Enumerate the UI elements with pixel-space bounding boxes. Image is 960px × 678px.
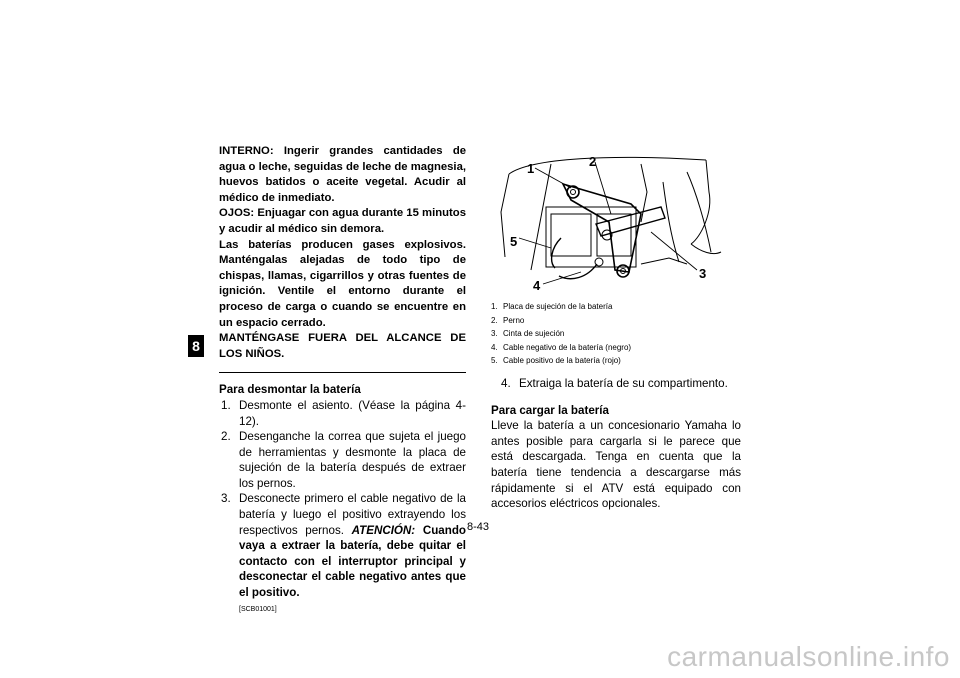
warning-paragraph: Las baterías producen gases explosivos. Manténgalas alejadas de todo tipo de chispas, llamas, cigarrillos y otras fuentes de ignición. Ventile el entorno durante el proceso de carga o cuando se encuentre en un espacio cerrado. <box>219 238 466 329</box>
warning-paragraph: MANTÉNGASE FUERA DEL ALCANCE DE LOS NIÑOS. <box>219 332 466 360</box>
chapter-tab: 8 <box>188 335 204 357</box>
charge-battery-heading: Para cargar la batería <box>491 403 609 417</box>
left-column <box>219 144 466 613</box>
legend-text: Placa de sujeción de la batería <box>503 302 613 311</box>
warning-text <box>219 144 466 362</box>
legend-item <box>491 354 741 368</box>
legend-text: Cable positivo de la batería (rojo) <box>503 356 621 366</box>
step-text: Desconecte primero el cable negativo de la batería y luego el positivo extrayendo los respectivos pernos. <box>239 492 466 537</box>
callout-3: 3 <box>699 266 707 281</box>
reference-code: [SCB01001] <box>239 605 277 613</box>
figure-legend <box>491 300 741 368</box>
legend-text: Cable negativo de la batería (negro) <box>503 342 632 352</box>
legend-number: 2. <box>491 315 498 325</box>
callout-5: 5 <box>510 234 518 249</box>
caution-text: Cuando vaya a extraer la batería, debe quitar el contacto con el interruptor principal y desconectar el cable negativo antes que el positivo. <box>239 523 466 600</box>
remove-steps-list <box>219 398 466 601</box>
legend-item <box>491 314 741 328</box>
warning-paragraph: OJOS: Enjuagar con agua durante 15 minutos y acudir al médico sin demora. <box>219 207 466 235</box>
section-divider <box>219 372 466 373</box>
watermark: carmanualsonline.info <box>667 641 950 672</box>
legend-text: Perno <box>503 315 525 325</box>
callout-1: 1 <box>527 161 535 176</box>
legend-number: 1. <box>491 302 498 311</box>
caution-label: ATENCIÓN: <box>351 523 416 537</box>
legend-number: 5. <box>491 356 498 366</box>
step-item <box>219 429 466 491</box>
step-item <box>491 376 741 392</box>
legend-item <box>491 341 741 355</box>
legend-item <box>491 327 741 341</box>
legend-number: 3. <box>491 329 498 339</box>
step-number: 3. <box>221 492 231 506</box>
right-column <box>491 152 741 512</box>
callout-2: 2 <box>589 154 597 169</box>
step-text: Desmonte el asiento. (Véase la página 4-12). <box>239 398 466 428</box>
page-number: 8-43 <box>467 521 490 533</box>
step-item <box>219 491 466 600</box>
callout-4: 4 <box>533 278 541 292</box>
legend-number: 4. <box>491 342 498 352</box>
step-number: 1. <box>221 398 231 412</box>
step-text-group <box>239 491 466 600</box>
legend-text: Cinta de sujeción <box>503 329 565 339</box>
step-number: 4. <box>501 376 511 390</box>
warning-paragraph: INTERNO: Ingerir grandes cantidades de agua o leche, seguidas de leche de magnesia, huevos batidos o aceite vegetal. Acudir al médico de inmediato. <box>219 145 466 204</box>
charge-battery-text: Lleve la batería a un concesionario Yamaha lo antes posible para cargarla si le parece que está descargada. Tenga en cuenta que la batería tiene tendencia a descargarse más rápidamente si el ATV está equipado con accesorios eléctricos opcionales. <box>491 419 741 511</box>
remove-battery-heading: Para desmontar la batería <box>219 383 361 397</box>
step-item <box>219 398 466 429</box>
step-text: Desenganche la correa que sujeta el juego de herramientas y desmonte la placa de sujeción de la batería después de extraer los pernos. <box>239 430 466 490</box>
step-text: Extraiga la batería de su compartimento. <box>519 376 728 390</box>
step-number: 2. <box>221 430 231 444</box>
battery-compartment-illustration <box>491 152 741 292</box>
legend-item <box>491 300 741 314</box>
